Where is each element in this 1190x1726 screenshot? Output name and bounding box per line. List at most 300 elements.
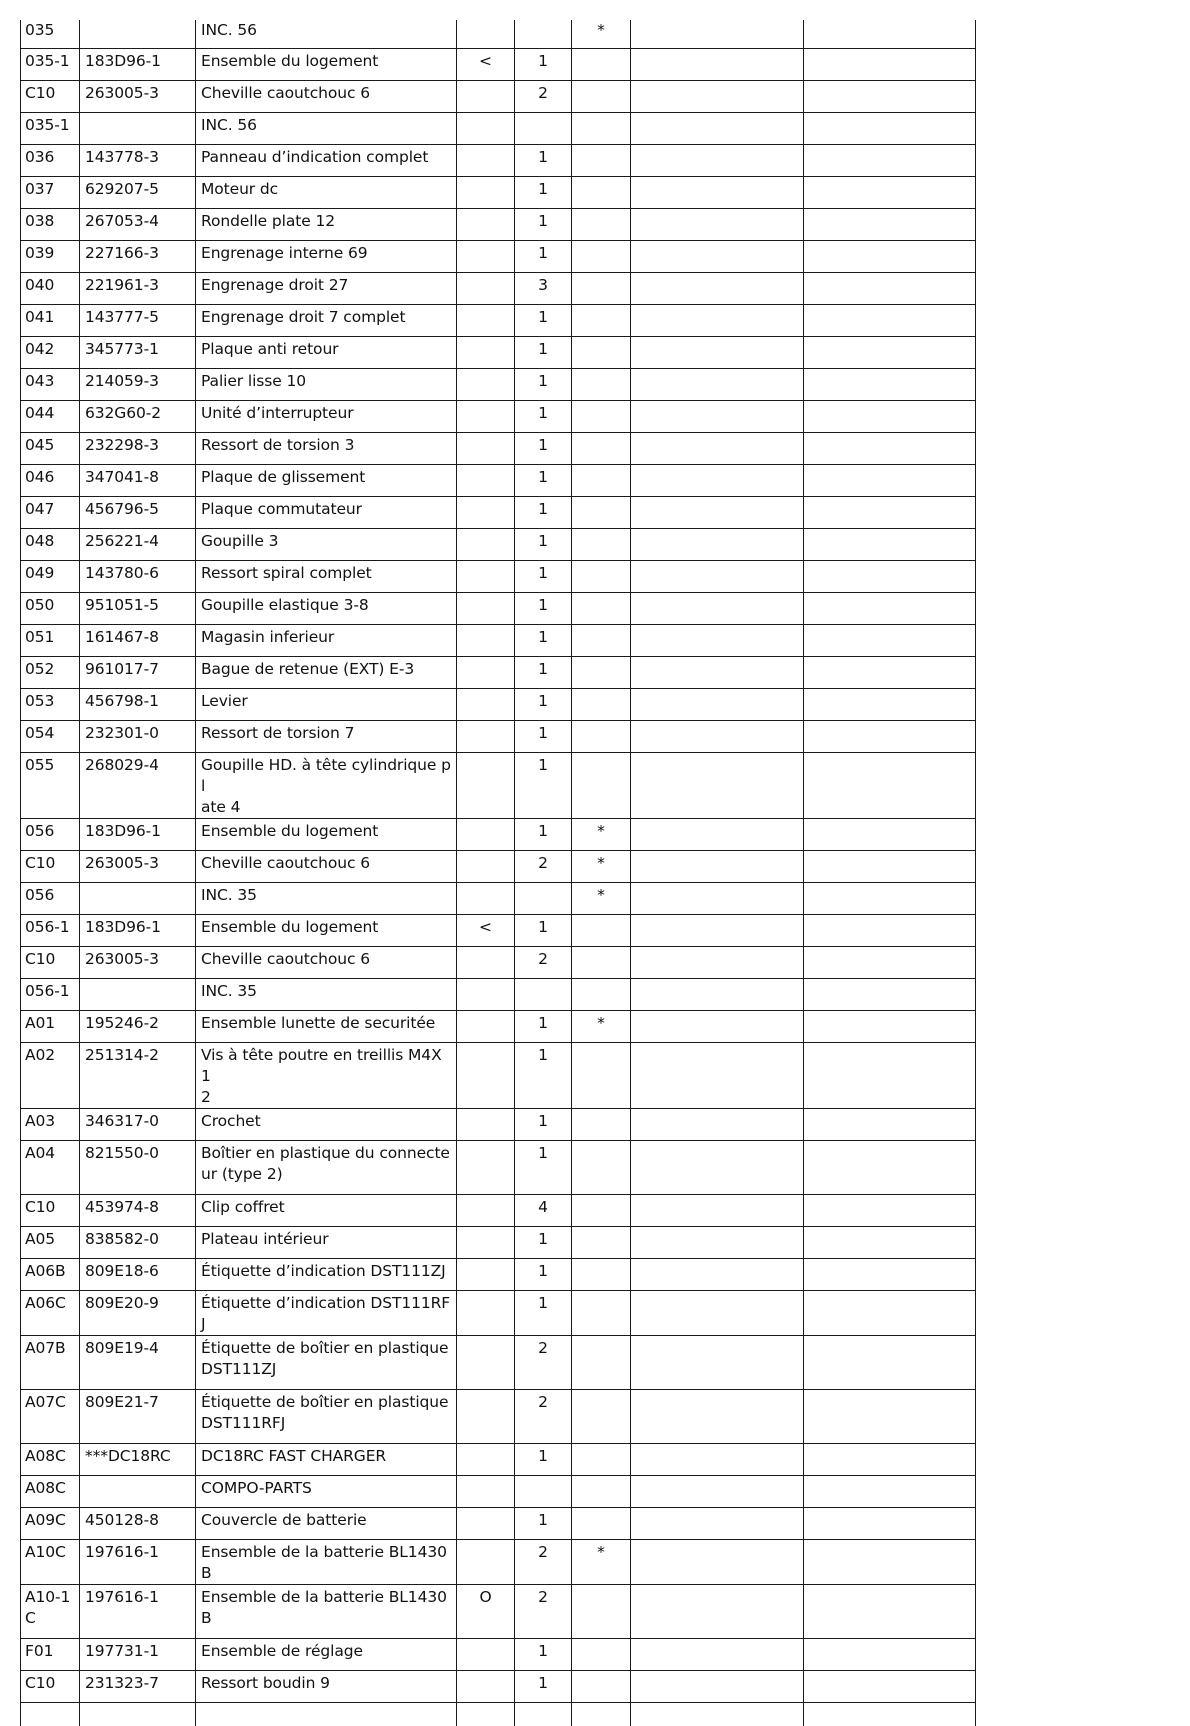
part-number-cell: 227166-3: [80, 240, 196, 272]
table-row: [21, 1108, 976, 1140]
quantity-cell: 1: [515, 1108, 572, 1140]
empty-cell: [631, 272, 804, 304]
part-number-cell: 251314-2: [80, 1042, 196, 1108]
mark-cell: [457, 1226, 515, 1258]
empty-cell: [804, 1702, 976, 1726]
mark-cell: [457, 1335, 515, 1389]
empty-cell: [631, 850, 804, 882]
item-number-cell: A09C: [21, 1507, 80, 1539]
mark-cell: [457, 208, 515, 240]
note-cell: [572, 144, 631, 176]
note-cell: [572, 1702, 631, 1726]
quantity-cell: 1: [515, 48, 572, 80]
empty-cell: [631, 688, 804, 720]
mark-cell: [457, 656, 515, 688]
description-cell: Bague de retenue (EXT) E-3: [196, 656, 457, 688]
note-cell: [572, 1290, 631, 1335]
description-cell: Ressort spiral complet: [196, 560, 457, 592]
empty-cell: [804, 818, 976, 850]
empty-cell: [804, 304, 976, 336]
empty-cell: [631, 144, 804, 176]
empty-cell: [804, 240, 976, 272]
part-number-cell: [80, 20, 196, 48]
quantity-cell: 3: [515, 272, 572, 304]
part-number-cell: 809E20-9: [80, 1290, 196, 1335]
mark-cell: [457, 1702, 515, 1726]
table-row: [21, 80, 976, 112]
empty-cell: [804, 528, 976, 560]
item-number-cell: A08C: [21, 1475, 80, 1507]
quantity-cell: 1: [515, 528, 572, 560]
empty-cell: [631, 1335, 804, 1389]
part-number-cell: 263005-3: [80, 946, 196, 978]
item-number-cell: [21, 1702, 80, 1726]
note-cell: [572, 1108, 631, 1140]
part-number-cell: 456796-5: [80, 496, 196, 528]
mark-cell: [457, 368, 515, 400]
empty-cell: [631, 592, 804, 624]
note-cell: *: [572, 818, 631, 850]
item-number-cell: C10: [21, 1670, 80, 1702]
note-cell: [572, 624, 631, 656]
empty-cell: [631, 1290, 804, 1335]
empty-cell: [804, 560, 976, 592]
description-cell: Goupille elastique 3-8: [196, 592, 457, 624]
mark-cell: [457, 752, 515, 818]
part-number-cell: 632G60-2: [80, 400, 196, 432]
part-number-cell: 951051-5: [80, 592, 196, 624]
item-number-cell: 035-1: [21, 48, 80, 80]
quantity-cell: [515, 1475, 572, 1507]
item-number-cell: C10: [21, 850, 80, 882]
description-cell: Magasin inferieur: [196, 624, 457, 656]
description-cell: Engrenage droit 7 complet: [196, 304, 457, 336]
mark-cell: [457, 432, 515, 464]
item-number-cell: 035: [21, 20, 80, 48]
empty-cell: [804, 336, 976, 368]
item-number-cell: 041: [21, 304, 80, 336]
part-number-cell: 450128-8: [80, 1507, 196, 1539]
table-row: [21, 850, 976, 882]
empty-cell: [631, 400, 804, 432]
item-number-cell: 052: [21, 656, 80, 688]
table-row: [21, 592, 976, 624]
quantity-cell: 1: [515, 656, 572, 688]
part-number-cell: [80, 112, 196, 144]
empty-cell: [631, 818, 804, 850]
description-cell: Plaque de glissement: [196, 464, 457, 496]
empty-cell: [804, 1507, 976, 1539]
item-number-cell: 039: [21, 240, 80, 272]
table-row: [21, 1226, 976, 1258]
empty-cell: [631, 48, 804, 80]
part-number-cell: 961017-7: [80, 656, 196, 688]
part-number-cell: 263005-3: [80, 80, 196, 112]
part-number-cell: 143780-6: [80, 560, 196, 592]
item-number-cell: 040: [21, 272, 80, 304]
part-number-cell: 232298-3: [80, 432, 196, 464]
table-row: [21, 752, 976, 818]
note-cell: [572, 336, 631, 368]
empty-cell: [804, 1108, 976, 1140]
description-cell: Ensemble lunette de securitée: [196, 1010, 457, 1042]
description-cell: Ensemble de la batterie BL1430B: [196, 1584, 457, 1638]
mark-cell: <: [457, 914, 515, 946]
note-cell: [572, 1443, 631, 1475]
table-row: [21, 688, 976, 720]
note-cell: [572, 304, 631, 336]
mark-cell: [457, 1507, 515, 1539]
item-number-cell: 042: [21, 336, 80, 368]
mark-cell: [457, 144, 515, 176]
item-number-cell: 048: [21, 528, 80, 560]
quantity-cell: 1: [515, 400, 572, 432]
table-row: [21, 176, 976, 208]
quantity-cell: 1: [515, 1042, 572, 1108]
table-row: [21, 1258, 976, 1290]
empty-cell: [631, 1108, 804, 1140]
item-number-cell: 050: [21, 592, 80, 624]
description-cell: Crochet: [196, 1108, 457, 1140]
mark-cell: [457, 1475, 515, 1507]
description-cell: Levier: [196, 688, 457, 720]
item-number-cell: A07C: [21, 1389, 80, 1443]
mark-cell: [457, 496, 515, 528]
part-number-cell: [80, 882, 196, 914]
item-number-cell: 053: [21, 688, 80, 720]
empty-cell: [631, 624, 804, 656]
item-number-cell: 047: [21, 496, 80, 528]
description-cell: Boîtier en plastique du connecte ur (type 2): [196, 1140, 457, 1194]
note-cell: *: [572, 882, 631, 914]
table-row: [21, 1702, 976, 1726]
description-cell: COMPO-PARTS: [196, 1475, 457, 1507]
empty-cell: [631, 1226, 804, 1258]
description-cell: Cheville caoutchouc 6: [196, 80, 457, 112]
empty-cell: [804, 882, 976, 914]
table-row: [21, 1507, 976, 1539]
table-row: [21, 946, 976, 978]
description-cell: DC18RC FAST CHARGER: [196, 1443, 457, 1475]
part-number-cell: 197731-1: [80, 1638, 196, 1670]
item-number-cell: A10C: [21, 1539, 80, 1584]
note-cell: [572, 496, 631, 528]
note-cell: [572, 1389, 631, 1443]
part-number-cell: [80, 978, 196, 1010]
table-row: [21, 336, 976, 368]
item-number-cell: 037: [21, 176, 80, 208]
quantity-cell: 2: [515, 1539, 572, 1584]
mark-cell: [457, 1670, 515, 1702]
description-cell: Couvercle de batterie: [196, 1507, 457, 1539]
part-number-cell: 183D96-1: [80, 48, 196, 80]
table-row: [21, 272, 976, 304]
item-number-cell: 035-1: [21, 112, 80, 144]
part-number-cell: 456798-1: [80, 688, 196, 720]
empty-cell: [804, 272, 976, 304]
quantity-cell: 1: [515, 432, 572, 464]
part-number-cell: 268029-4: [80, 752, 196, 818]
part-number-cell: 453974-8: [80, 1194, 196, 1226]
table-row: [21, 368, 976, 400]
empty-cell: [804, 48, 976, 80]
mark-cell: [457, 112, 515, 144]
description-cell: Engrenage droit 27: [196, 272, 457, 304]
item-number-cell: A03: [21, 1108, 80, 1140]
empty-cell: [631, 432, 804, 464]
part-number-cell: 267053-4: [80, 208, 196, 240]
description-cell: Ensemble de la batterie BL1430B: [196, 1539, 457, 1584]
table-row: [21, 656, 976, 688]
note-cell: *: [572, 850, 631, 882]
quantity-cell: 1: [515, 1226, 572, 1258]
item-number-cell: 036: [21, 144, 80, 176]
quantity-cell: 1: [515, 818, 572, 850]
quantity-cell: 1: [515, 720, 572, 752]
quantity-cell: 1: [515, 304, 572, 336]
description-cell: Panneau d’indication complet: [196, 144, 457, 176]
empty-cell: [631, 1140, 804, 1194]
empty-cell: [804, 368, 976, 400]
note-cell: [572, 464, 631, 496]
mark-cell: [457, 882, 515, 914]
description-cell: Cheville caoutchouc 6: [196, 850, 457, 882]
item-number-cell: 056-1: [21, 914, 80, 946]
description-cell: Plaque commutateur: [196, 496, 457, 528]
mark-cell: [457, 464, 515, 496]
table-row: [21, 20, 976, 48]
empty-cell: [804, 978, 976, 1010]
part-number-cell: 263005-3: [80, 850, 196, 882]
note-cell: [572, 240, 631, 272]
note-cell: [572, 112, 631, 144]
part-number-cell: 195246-2: [80, 1010, 196, 1042]
mark-cell: [457, 850, 515, 882]
note-cell: [572, 1638, 631, 1670]
item-number-cell: 046: [21, 464, 80, 496]
mark-cell: [457, 1140, 515, 1194]
quantity-cell: [515, 112, 572, 144]
table-row: [21, 1475, 976, 1507]
table-row: [21, 1290, 976, 1335]
note-cell: [572, 720, 631, 752]
description-cell: Ensemble du logement: [196, 818, 457, 850]
part-number-cell: 347041-8: [80, 464, 196, 496]
item-number-cell: A06B: [21, 1258, 80, 1290]
part-number-cell: 345773-1: [80, 336, 196, 368]
item-number-cell: 044: [21, 400, 80, 432]
part-number-cell: 221961-3: [80, 272, 196, 304]
item-number-cell: 049: [21, 560, 80, 592]
table-row: [21, 1335, 976, 1389]
table-row: [21, 560, 976, 592]
part-number-cell: 214059-3: [80, 368, 196, 400]
empty-cell: [631, 1258, 804, 1290]
empty-cell: [804, 688, 976, 720]
description-cell: INC. 35: [196, 882, 457, 914]
quantity-cell: 1: [515, 688, 572, 720]
empty-cell: [631, 1042, 804, 1108]
description-cell: Engrenage interne 69: [196, 240, 457, 272]
empty-cell: [804, 592, 976, 624]
table-row: [21, 1539, 976, 1584]
note-cell: [572, 432, 631, 464]
note-cell: [572, 978, 631, 1010]
empty-cell: [631, 496, 804, 528]
table-row: [21, 1389, 976, 1443]
empty-cell: [631, 1638, 804, 1670]
description-cell: Clip coffret: [196, 1194, 457, 1226]
empty-cell: [631, 1475, 804, 1507]
table-row: [21, 978, 976, 1010]
part-number-cell: 143777-5: [80, 304, 196, 336]
mark-cell: <: [457, 48, 515, 80]
table-row: [21, 1670, 976, 1702]
table-row: [21, 464, 976, 496]
mark-cell: [457, 818, 515, 850]
empty-cell: [804, 1443, 976, 1475]
mark-cell: [457, 688, 515, 720]
mark-cell: [457, 1638, 515, 1670]
mark-cell: [457, 20, 515, 48]
mark-cell: [457, 528, 515, 560]
description-cell: Ressort boudin 9: [196, 1670, 457, 1702]
item-number-cell: F01: [21, 1638, 80, 1670]
note-cell: [572, 1335, 631, 1389]
note-cell: [572, 1140, 631, 1194]
note-cell: [572, 1507, 631, 1539]
empty-cell: [631, 1584, 804, 1638]
empty-cell: [631, 176, 804, 208]
empty-cell: [804, 1140, 976, 1194]
mark-cell: [457, 1108, 515, 1140]
parts-table-body: [21, 20, 976, 1726]
description-cell: Plaque anti retour: [196, 336, 457, 368]
empty-cell: [804, 176, 976, 208]
part-number-cell: 197616-1: [80, 1584, 196, 1638]
note-cell: [572, 1475, 631, 1507]
part-number-cell: 232301-0: [80, 720, 196, 752]
empty-cell: [804, 80, 976, 112]
description-cell: Goupille 3: [196, 528, 457, 560]
table-row: [21, 914, 976, 946]
note-cell: [572, 1226, 631, 1258]
empty-cell: [631, 20, 804, 48]
item-number-cell: A07B: [21, 1335, 80, 1389]
item-number-cell: A10-1 C: [21, 1584, 80, 1638]
table-row: [21, 528, 976, 560]
mark-cell: O: [457, 1584, 515, 1638]
quantity-cell: 1: [515, 464, 572, 496]
note-cell: [572, 688, 631, 720]
empty-cell: [631, 978, 804, 1010]
empty-cell: [631, 1670, 804, 1702]
table-row: [21, 1638, 976, 1670]
table-row: [21, 432, 976, 464]
note-cell: *: [572, 1010, 631, 1042]
quantity-cell: 2: [515, 850, 572, 882]
note-cell: [572, 1194, 631, 1226]
quantity-cell: 1: [515, 1638, 572, 1670]
empty-cell: [804, 946, 976, 978]
empty-cell: [631, 946, 804, 978]
empty-cell: [631, 1443, 804, 1475]
item-number-cell: A02: [21, 1042, 80, 1108]
mark-cell: [457, 1290, 515, 1335]
part-number-cell: 161467-8: [80, 624, 196, 656]
part-number-cell: 809E18-6: [80, 1258, 196, 1290]
item-number-cell: A04: [21, 1140, 80, 1194]
mark-cell: [457, 80, 515, 112]
part-number-cell: [80, 1475, 196, 1507]
item-number-cell: 056: [21, 818, 80, 850]
empty-cell: [804, 112, 976, 144]
item-number-cell: A06C: [21, 1290, 80, 1335]
mark-cell: [457, 176, 515, 208]
table-row: [21, 1042, 976, 1108]
quantity-cell: 4: [515, 1194, 572, 1226]
note-cell: [572, 1670, 631, 1702]
description-cell: Moteur dc: [196, 176, 457, 208]
table-row: [21, 1010, 976, 1042]
empty-cell: [631, 336, 804, 368]
item-number-cell: 055: [21, 752, 80, 818]
quantity-cell: 1: [515, 336, 572, 368]
table-row: [21, 882, 976, 914]
empty-cell: [631, 80, 804, 112]
mark-cell: [457, 978, 515, 1010]
table-row: [21, 1584, 976, 1638]
empty-cell: [804, 850, 976, 882]
empty-cell: [631, 208, 804, 240]
empty-cell: [804, 1539, 976, 1584]
note-cell: [572, 48, 631, 80]
empty-cell: [804, 656, 976, 688]
empty-cell: [804, 1042, 976, 1108]
table-row: [21, 48, 976, 80]
table-row: [21, 240, 976, 272]
description-cell: Ensemble du logement: [196, 914, 457, 946]
empty-cell: [631, 752, 804, 818]
description-cell: Vis à tête poutre en treillis M4X1 2: [196, 1042, 457, 1108]
mark-cell: [457, 592, 515, 624]
mark-cell: [457, 1389, 515, 1443]
description-cell: Ressort de torsion 3: [196, 432, 457, 464]
mark-cell: [457, 720, 515, 752]
description-cell: INC. 56: [196, 112, 457, 144]
empty-cell: [631, 112, 804, 144]
empty-cell: [631, 560, 804, 592]
table-row: [21, 496, 976, 528]
empty-cell: [804, 624, 976, 656]
mark-cell: [457, 304, 515, 336]
note-cell: [572, 368, 631, 400]
empty-cell: [631, 368, 804, 400]
description-cell: Ressort de torsion 7: [196, 720, 457, 752]
quantity-cell: 2: [515, 1584, 572, 1638]
mark-cell: [457, 336, 515, 368]
description-cell: Étiquette d’indication DST111RFJ: [196, 1290, 457, 1335]
note-cell: [572, 80, 631, 112]
table-row: [21, 1194, 976, 1226]
empty-cell: [804, 432, 976, 464]
empty-cell: [631, 914, 804, 946]
quantity-cell: 1: [515, 1507, 572, 1539]
quantity-cell: 1: [515, 240, 572, 272]
description-cell: INC. 56: [196, 20, 457, 48]
note-cell: [572, 1258, 631, 1290]
description-cell: Rondelle plate 12: [196, 208, 457, 240]
